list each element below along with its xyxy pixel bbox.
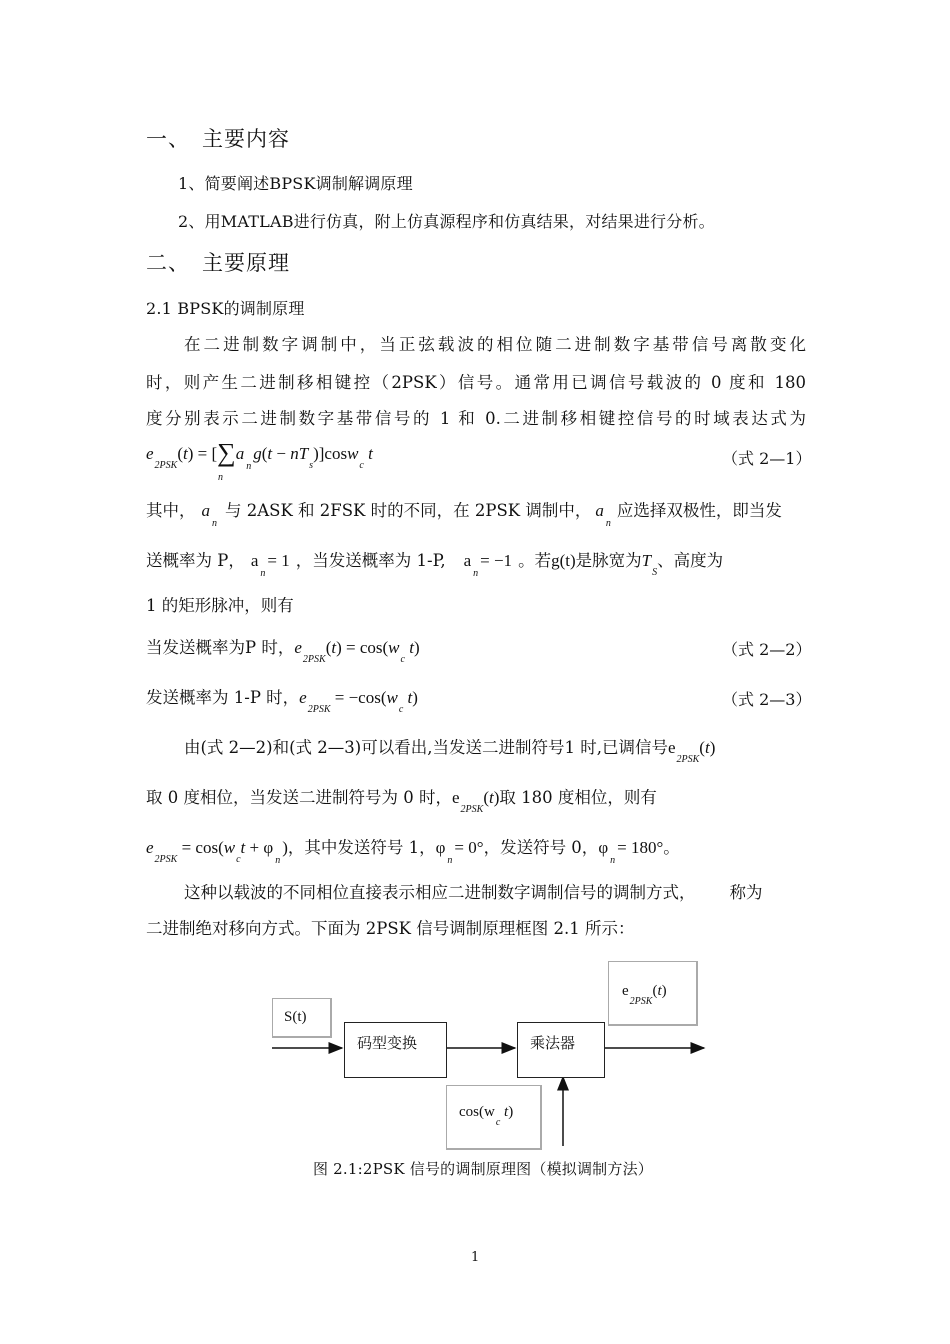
para2-line3: 1 的矩形脉冲，则有 [146, 596, 294, 615]
text: 送概率为 P， [146, 551, 245, 570]
para1-line1: 在二进制数字调制中，当正弦载波的相位随二进制数字基带信号离散变化 [184, 335, 806, 354]
text: 。 [663, 838, 680, 857]
heading-text: 主要内容 [202, 127, 290, 151]
equation-2-2: 当发送概率为P 时，$e_{2PSK}(t) = \cos(w_c$ t) [146, 638, 420, 665]
para2-line2: 送概率为 P， $a_n= 1$ ，当发送概率为 1-P, $a_n= -1$ 。若g(t)是脉宽为$T_S$、高度为 [146, 551, 724, 579]
text: 当发送概率为P 时， [146, 638, 295, 657]
para4-line2: 二进制绝对移向方式。下面为 2PSK 信号调制原理框图 2.1 所示： [146, 919, 635, 938]
code-conversion-label: 码型变换 [357, 1034, 418, 1052]
text: e [622, 983, 629, 999]
list-item-2: 2、用MATLAB进行仿真，附上仿真源程序和仿真结果，对结果进行分析。 [178, 212, 715, 231]
text: ，发送符号 0， [483, 838, 599, 857]
text: 称为 [729, 883, 763, 902]
multiplier-label: 乘法器 [530, 1034, 576, 1052]
text: 。若 [518, 551, 552, 570]
text: 应选择双极性，即当发 [616, 501, 782, 520]
text: ，当发送概率为 1-P, [295, 551, 446, 570]
input-signal-label: S(t) [284, 1009, 307, 1025]
equation-label-2-3: （式 2—3） [722, 690, 812, 709]
heading-text: 主要原理 [202, 251, 290, 275]
text: 发送概率为 1-P 时， [146, 688, 300, 707]
document-page: 一、 主要内容 1、简要阐述BPSK调制解调原理 2、用MATLAB进行仿真，附上仿真源程序和仿真结果，对结果进行分析。 二、 主要原理 2.1 BPSK的调制原理 在二进制数字调制中，当正弦载波的相位随二进制数字基带信号离散变化 时，则产生二进制移相键控（2PSK）信号。通常用已调信号载波的 0 度和 180 度分别表示二进制数字基带信号的 1 和 0.二进制移相键控信号的时域表达式为 $e_{2PSK}(t) = [\sum a_ng(t - nT_s)]\cos w_c$ t n （式 2—1） 其中， $a_n$与 2ASK 和 2FSK 时的不同，在 2PSK 调制中， $a_n$应选择双极性，即当发 送概率为 P， $a_n= 1$ ，当发送概率为 1-P, $a_n= -1$ 。若g(t)是脉宽为$T_S$、高度为 1 的矩形脉冲，则有 当发送概率为P 时，$e_{2PSK}(t) = \cos(w_c$ t) （式 2—2） 发送概率为 1-P 时，$e_{2PSK} = -\cos(w_c$ t) （式 2—3） 由(式 2—2)和(式 2—3)可以看出,当发送二进制符号1 时,已调信号$e_{2PSK}(t)$ 取 0 度相位，当发送二进制符号为 0 时，$e_{2PSK}(t)$取 180 度相位，则有 $e_{2PSK} = \cos(w_ct + \varphi_n)$，其中发送符号 1，$\varphi_n= 0^\circ$，发送符号 0，$\varphi_n= 180^\circ$。 这种以载波的不同相位直接表示相应二进制数字调制信号的调制方式， 称为 二进制绝对移向方式。下面为 2PSK 信号调制原理框图 2.1 所示： S(t) 码型变换 乘法器 $e_{2PSK}(t)$ $\cos(w_c$ t) 图 2.1:2PSK 信号的调制原理图（模拟调制方法） 1 [0, 0, 950, 1344]
text: 这种以载波的不同相位直接表示相应二进制数字调制信号的调制方式， [184, 883, 696, 902]
equation-label-2-1: （式 2—1） [722, 449, 812, 468]
text: 取 0 度相位，当发送二进制符号为 0 时， [146, 788, 452, 807]
equation-2-3: 发送概率为 1-P 时，$e_{2PSK} = -\cos(w_c$ t) [146, 688, 418, 715]
para1-line3: 度分别表示二进制数字基带信号的 1 和 0.二进制移相键控信号的时域表达式为 [146, 409, 806, 428]
para3-line3: $e_{2PSK} = \cos(w_ct + \varphi_n)$，其中发送符号 1，$\varphi_n= 0^\circ$，发送符号 0，$\varphi_n= 180^\circ$。 [146, 838, 680, 866]
text: cos(w [459, 1104, 495, 1120]
para3-line2: 取 0 度相位，当发送二进制符号为 0 时，$e_{2PSK}(t)$取 180 度相位，则有 [146, 788, 657, 815]
text: 由(式 2—2)和(式 2—3)可以看出,当发送二进制符号1 时,已调信号 [184, 738, 668, 757]
text: 与 2ASK 和 2FSK 时的不同，在 2PSK 调制中， [225, 501, 592, 520]
text: ，其中发送符号 1， [287, 838, 436, 857]
carrier-label: $\cos(w_c$ t) [459, 1104, 514, 1128]
text: 、高度为 [657, 551, 724, 570]
text: 取 180 度相位，则有 [499, 788, 657, 807]
text: 其中， [146, 501, 196, 520]
para3-line1: 由(式 2—2)和(式 2—3)可以看出,当发送二进制符号1 时,已调信号$e_{2PSK}(t)$ [184, 738, 716, 765]
list-item-1: 1、简要阐述BPSK调制解调原理 [178, 174, 413, 193]
para2-line1: 其中， $a_n$与 2ASK 和 2FSK 时的不同，在 2PSK 调制中， $a_n$应选择双极性，即当发 [146, 501, 782, 529]
equation-label-2-2: （式 2—2） [722, 640, 812, 659]
output-signal-label: $e_{2PSK}(t)$ [622, 983, 667, 1007]
text: 是脉宽为 [575, 551, 642, 570]
equation-2-1: $e_{2PSK}(t) = [\sum a_ng(t - nT_s)]\cos w_c$ t [146, 438, 373, 472]
section-title: 2.1 BPSK的调制原理 [146, 299, 305, 318]
para1-line2: 时，则产生二进制移相键控（2PSK）信号。通常用已调信号载波的 0 度和 180 [146, 373, 806, 392]
figure-caption: 图 2.1:2PSK 信号的调制原理图（模拟调制方法） [313, 1160, 653, 1178]
page-number: 1 [471, 1250, 480, 1265]
heading-number: 一、 [146, 127, 190, 151]
heading-number: 二、 [146, 251, 190, 275]
